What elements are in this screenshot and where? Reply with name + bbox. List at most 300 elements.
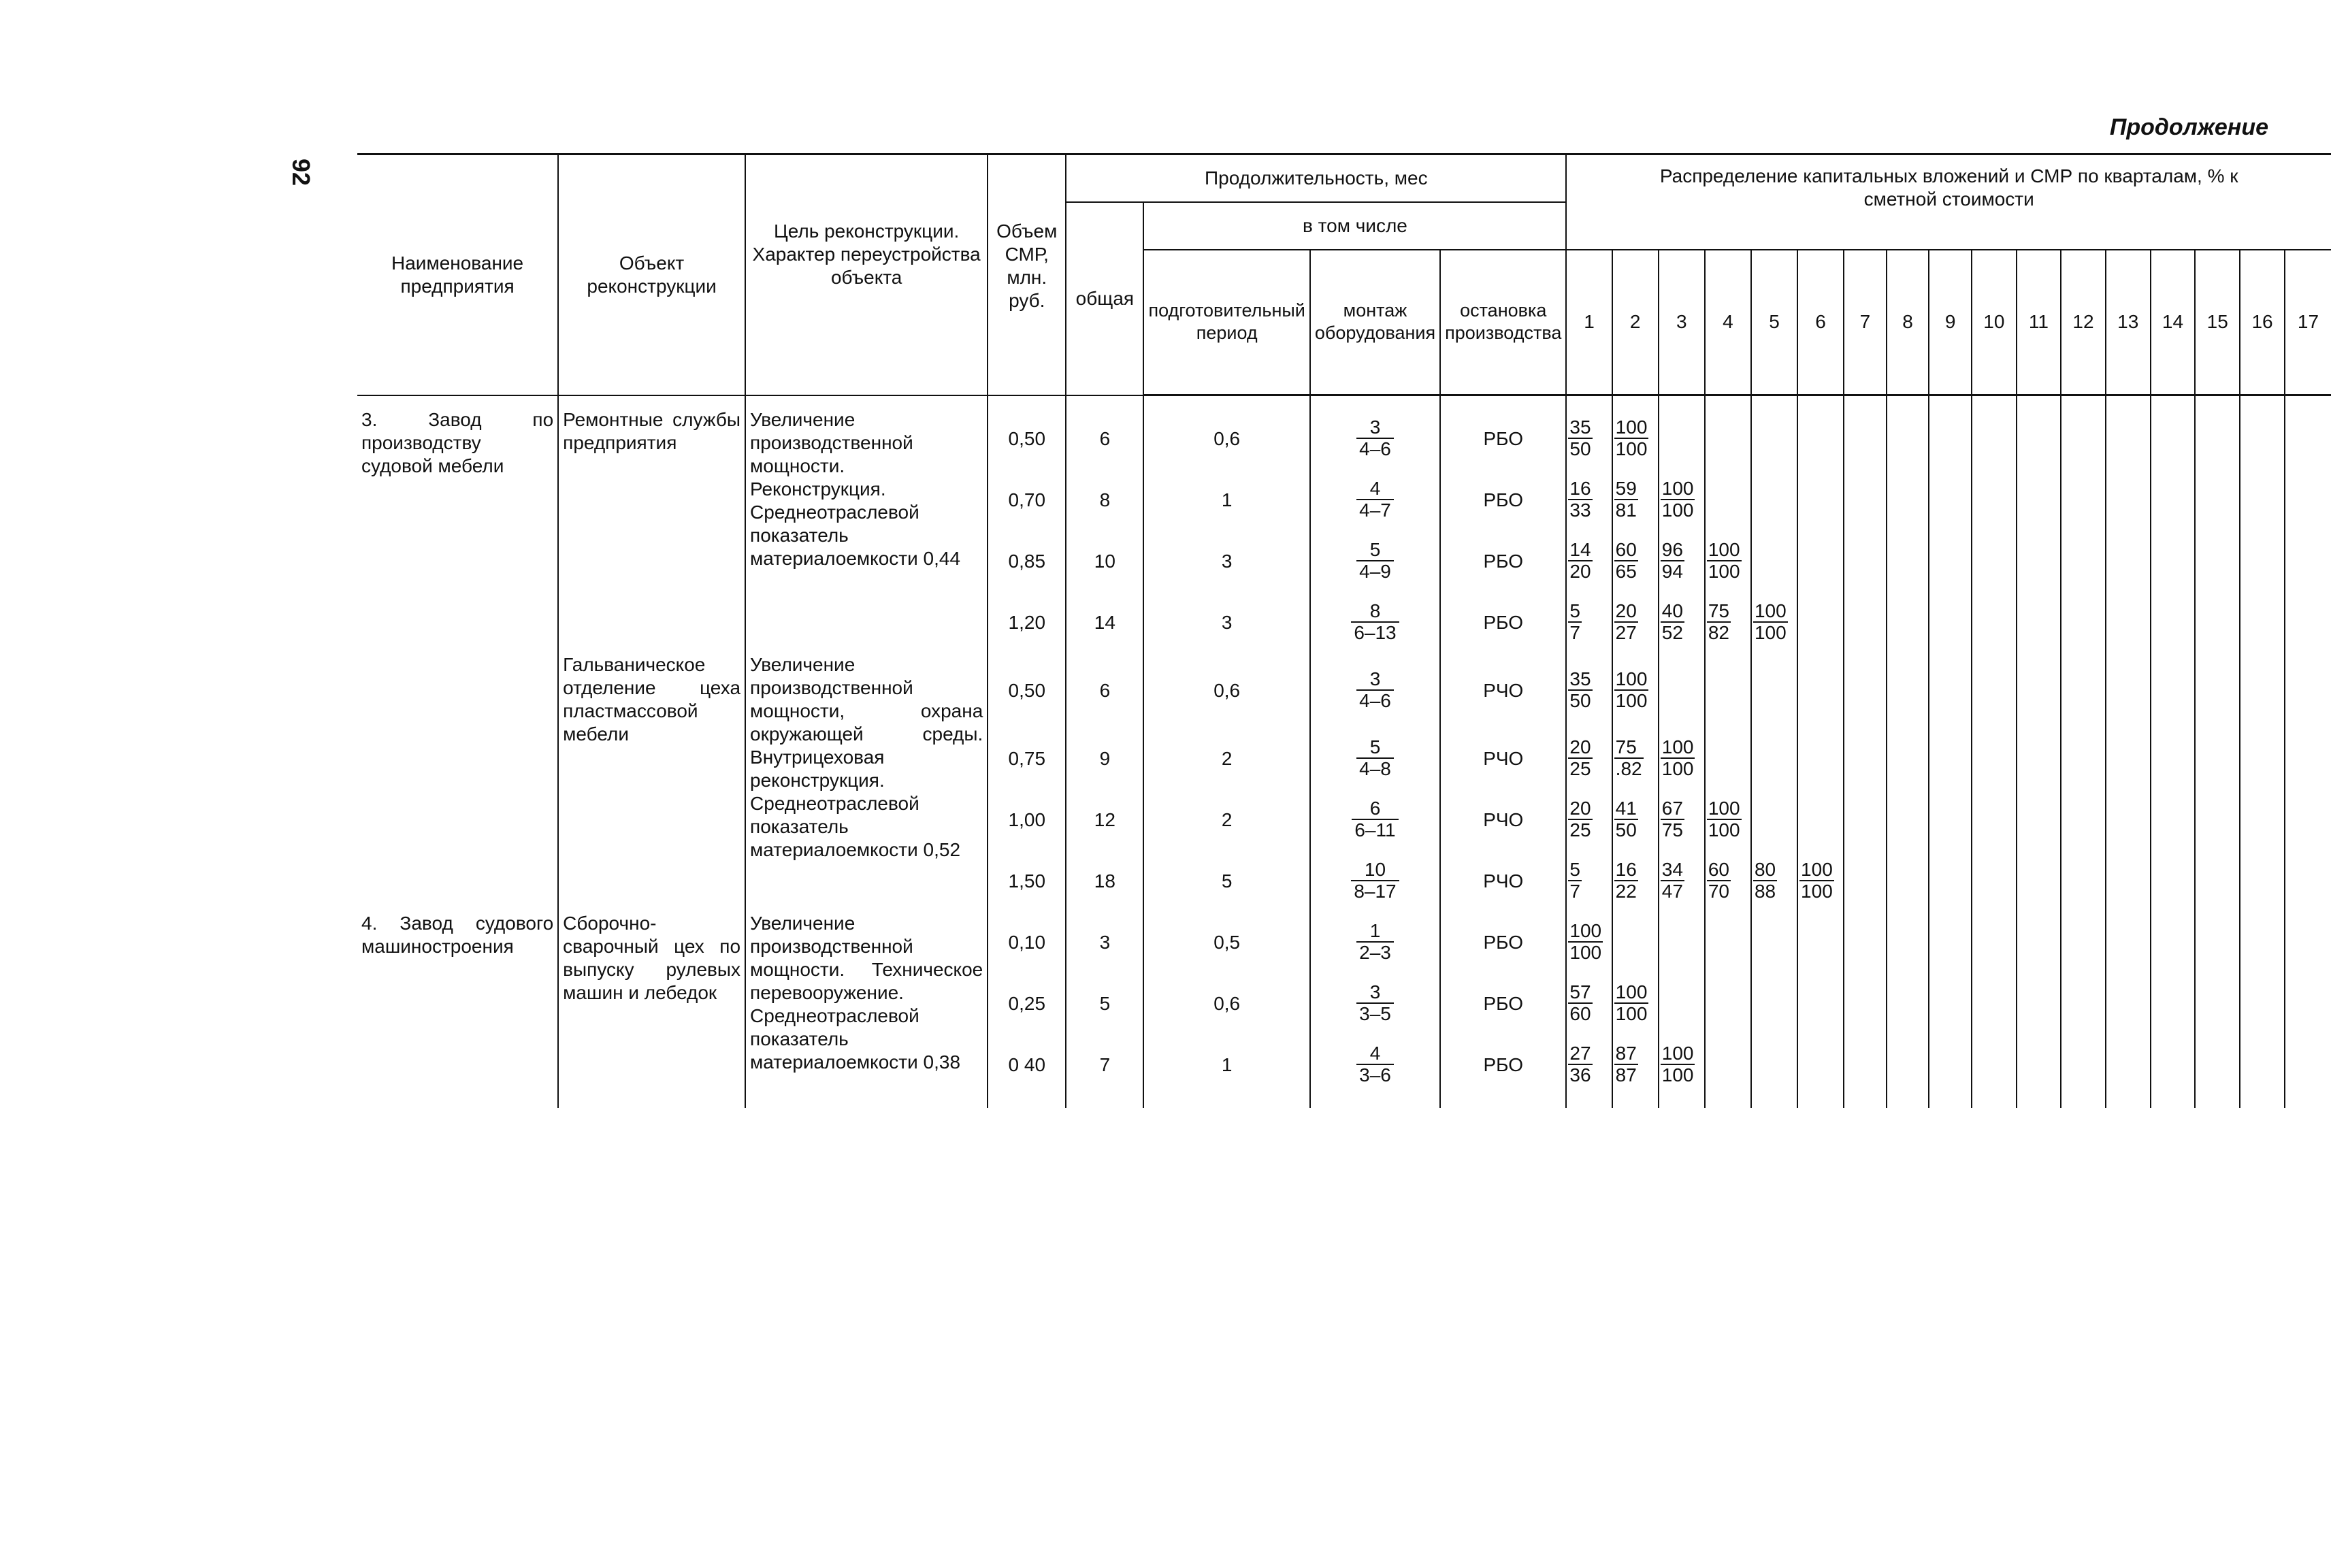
- quarter-10-cell: [1972, 408, 2017, 470]
- quarter-5-cell: [1751, 470, 1797, 531]
- quarter-15-cell: [2195, 851, 2240, 912]
- quarter-10-cell: [1972, 728, 2017, 789]
- duration-total: 14: [1066, 592, 1143, 653]
- table-row: [357, 653, 2331, 728]
- duration-prep: 1: [1143, 1034, 1309, 1096]
- production-stop: РЧО: [1440, 728, 1566, 789]
- quarter-16-cell: [2240, 592, 2285, 653]
- quarter-8-cell: [1887, 1034, 1929, 1096]
- quarter-5-cell: [1751, 973, 1797, 1034]
- mount-fraction: $\frac{3}{4-6}$: [1356, 669, 1394, 711]
- quarter-12-cell: [2061, 728, 2106, 789]
- quarter-15-cell: [2195, 592, 2240, 653]
- quarter-9-cell: [1929, 851, 1972, 912]
- quarter-4-cell: [1705, 592, 1751, 653]
- quarter-15-cell: [2195, 470, 2240, 531]
- volume-smr: 1,20: [988, 592, 1066, 653]
- quarter-fraction: $\frac{14}{20}$: [1569, 539, 1591, 582]
- quarter-15-cell: [2195, 789, 2240, 851]
- quarter-10-cell: [1972, 653, 2017, 728]
- duration-mount: [1310, 973, 1440, 1034]
- quarter-fraction: $\frac{100}{100}$: [1615, 668, 1648, 711]
- quarter-7-cell: [1844, 531, 1887, 592]
- quarter-9-cell: [1929, 973, 1972, 1034]
- enterprise-name: 4. Завод судового машиностроения: [357, 912, 558, 1096]
- volume-smr: 0,25: [988, 973, 1066, 1034]
- header-object: Объект реконструкции: [558, 154, 745, 395]
- quarter-fraction: $\frac{100}{100}$: [1708, 539, 1740, 582]
- header-prep: подготовительный период: [1143, 250, 1309, 395]
- quarter-5-cell: [1751, 912, 1797, 973]
- quarter-fraction: $\frac{75}{82}$: [1708, 600, 1730, 643]
- duration-prep: 3: [1143, 531, 1309, 592]
- quarter-12-cell: [2061, 789, 2106, 851]
- quarter-fraction: $\frac{20}{25}$: [1569, 798, 1591, 840]
- duration-prep: 5: [1143, 851, 1309, 912]
- quarter-1-cell: [1566, 408, 1612, 470]
- volume-smr: 1,00: [988, 789, 1066, 851]
- quarter-fraction: $\frac{5}{7}$: [1569, 600, 1580, 643]
- quarter-14-cell: [2151, 408, 2196, 470]
- mount-fraction: $\frac{10}{8-17}$: [1351, 860, 1399, 902]
- quarter-9-cell: [1929, 789, 1972, 851]
- quarter-15-cell: [2195, 973, 2240, 1034]
- quarter-fraction: $\frac{100}{100}$: [1569, 920, 1602, 963]
- enterprise-name: 3. Завод по производству судовой мебели: [357, 408, 558, 653]
- quarter-11-cell: [2017, 789, 2061, 851]
- production-stop: РБО: [1440, 1034, 1566, 1096]
- quarter-17-cell: [2285, 470, 2331, 531]
- quarter-3-cell: [1659, 728, 1705, 789]
- quarter-2-cell: [1612, 789, 1659, 851]
- quarter-14-cell: [2151, 592, 2196, 653]
- duration-total: 6: [1066, 653, 1143, 728]
- quarter-5-cell: [1751, 851, 1797, 912]
- duration-mount: [1310, 592, 1440, 653]
- reconstruction-table: [357, 153, 2331, 1108]
- quarter-fraction: $\frac{41}{50}$: [1615, 798, 1637, 840]
- quarter-12-cell: [2061, 653, 2106, 728]
- quarter-2-cell: [1612, 973, 1659, 1034]
- quarter-fraction: $\frac{100}{100}$: [1661, 478, 1694, 521]
- volume-smr: 0,85: [988, 531, 1066, 592]
- quarter-2-cell: [1612, 851, 1659, 912]
- quarter-12-cell: [2061, 470, 2106, 531]
- quarter-1-cell: [1566, 728, 1612, 789]
- quarter-fraction: $\frac{27}{36}$: [1569, 1043, 1591, 1085]
- header-including: в том числе: [1143, 202, 1566, 250]
- quarter-2-cell: [1612, 531, 1659, 592]
- quarter-11-cell: [2017, 1034, 2061, 1096]
- quarter-1-cell: [1566, 789, 1612, 851]
- quarter-14-cell: [2151, 912, 2196, 973]
- quarter-17-cell: [2285, 408, 2331, 470]
- quarter-fraction: $\frac{57}{60}$: [1569, 981, 1591, 1024]
- duration-mount: [1310, 531, 1440, 592]
- header-stop: остановка производства: [1440, 250, 1566, 395]
- quarter-fraction: $\frac{75}{.82}$: [1615, 736, 1642, 779]
- quarter-15-cell: [2195, 653, 2240, 728]
- duration-mount: [1310, 912, 1440, 973]
- duration-mount: [1310, 408, 1440, 470]
- duration-prep: 2: [1143, 728, 1309, 789]
- duration-total: 8: [1066, 470, 1143, 531]
- quarter-6-cell: [1797, 728, 1844, 789]
- quarter-9-cell: [1929, 728, 1972, 789]
- header-quarter-3: 3: [1659, 250, 1705, 395]
- quarter-12-cell: [2061, 531, 2106, 592]
- quarter-16-cell: [2240, 470, 2285, 531]
- quarter-1-cell: [1566, 592, 1612, 653]
- header-quarter-14: 14: [2151, 250, 2196, 395]
- header-quarter-17: 17: [2285, 250, 2331, 395]
- quarter-9-cell: [1929, 1034, 1972, 1096]
- quarter-11-cell: [2017, 912, 2061, 973]
- quarter-fraction: $\frac{40}{52}$: [1661, 600, 1683, 643]
- quarter-15-cell: [2195, 531, 2240, 592]
- duration-prep: 0,5: [1143, 912, 1309, 973]
- quarter-4-cell: [1705, 1034, 1751, 1096]
- quarter-3-cell: [1659, 408, 1705, 470]
- duration-total: 12: [1066, 789, 1143, 851]
- quarter-3-cell: [1659, 653, 1705, 728]
- quarter-2-cell: [1612, 912, 1659, 973]
- mount-fraction: $\frac{3}{4-6}$: [1356, 417, 1394, 459]
- quarter-fraction: $\frac{87}{87}$: [1615, 1043, 1637, 1085]
- duration-mount: [1310, 789, 1440, 851]
- quarter-5-cell: [1751, 408, 1797, 470]
- header-quarter-6: 6: [1797, 250, 1844, 395]
- quarter-17-cell: [2285, 531, 2331, 592]
- quarter-12-cell: [2061, 592, 2106, 653]
- header-quarter-8: 8: [1887, 250, 1929, 395]
- production-stop: РБО: [1440, 531, 1566, 592]
- quarter-8-cell: [1887, 728, 1929, 789]
- quarter-16-cell: [2240, 531, 2285, 592]
- quarter-3-cell: [1659, 531, 1705, 592]
- duration-mount: [1310, 728, 1440, 789]
- quarter-17-cell: [2285, 851, 2331, 912]
- page-number: 92: [287, 158, 315, 186]
- quarter-11-cell: [2017, 408, 2061, 470]
- quarter-8-cell: [1887, 912, 1929, 973]
- mount-fraction: $\frac{4}{3-6}$: [1356, 1043, 1394, 1085]
- volume-smr: 0,75: [988, 728, 1066, 789]
- quarter-11-cell: [2017, 973, 2061, 1034]
- quarter-15-cell: [2195, 408, 2240, 470]
- reconstruction-object: Сборочно-сварочный цех по выпуску рулевых машин и лебедок: [558, 912, 745, 1096]
- quarter-14-cell: [2151, 728, 2196, 789]
- quarter-16-cell: [2240, 973, 2285, 1034]
- header-quarter-15: 15: [2195, 250, 2240, 395]
- quarter-7-cell: [1844, 912, 1887, 973]
- quarter-fraction: $\frac{20}{25}$: [1569, 736, 1591, 779]
- quarter-13-cell: [2106, 1034, 2151, 1096]
- quarter-13-cell: [2106, 592, 2151, 653]
- table-row: [357, 912, 2331, 973]
- quarter-fraction: $\frac{16}{33}$: [1569, 478, 1591, 521]
- duration-total: 18: [1066, 851, 1143, 912]
- volume-smr: 0,50: [988, 653, 1066, 728]
- quarter-16-cell: [2240, 851, 2285, 912]
- quarter-7-cell: [1844, 653, 1887, 728]
- reconstruction-purpose: Увеличение производственной мощности. Техническое перевооружение. Среднеотраслевой показатель материалоемкости 0,38: [745, 912, 988, 1096]
- quarter-4-cell: [1705, 851, 1751, 912]
- header-total: общая: [1066, 202, 1143, 395]
- quarter-fraction: $\frac{100}{100}$: [1615, 416, 1648, 459]
- quarter-10-cell: [1972, 789, 2017, 851]
- quarter-16-cell: [2240, 1034, 2285, 1096]
- quarter-15-cell: [2195, 728, 2240, 789]
- quarter-8-cell: [1887, 592, 1929, 653]
- header-quarter-13: 13: [2106, 250, 2151, 395]
- quarter-10-cell: [1972, 851, 2017, 912]
- quarter-6-cell: [1797, 531, 1844, 592]
- quarter-8-cell: [1887, 408, 1929, 470]
- production-stop: РБО: [1440, 592, 1566, 653]
- quarter-7-cell: [1844, 592, 1887, 653]
- header-quarter-1: 1: [1566, 250, 1612, 395]
- production-stop: РБО: [1440, 912, 1566, 973]
- quarter-fraction: $\frac{35}{50}$: [1569, 416, 1591, 459]
- quarter-fraction: $\frac{100}{100}$: [1801, 859, 1833, 902]
- quarter-fraction: $\frac{16}{22}$: [1615, 859, 1637, 902]
- quarter-8-cell: [1887, 653, 1929, 728]
- quarter-fraction: $\frac{67}{75}$: [1661, 798, 1683, 840]
- header-purpose: Цель реконструкции. Характер переустройства объекта: [745, 154, 988, 395]
- quarter-13-cell: [2106, 973, 2151, 1034]
- quarter-4-cell: [1705, 653, 1751, 728]
- mount-fraction: $\frac{8}{6-13}$: [1351, 601, 1399, 643]
- quarter-9-cell: [1929, 470, 1972, 531]
- quarter-16-cell: [2240, 789, 2285, 851]
- quarter-17-cell: [2285, 912, 2331, 973]
- quarter-15-cell: [2195, 1034, 2240, 1096]
- quarter-11-cell: [2017, 470, 2061, 531]
- quarter-4-cell: [1705, 531, 1751, 592]
- quarter-3-cell: [1659, 592, 1705, 653]
- quarter-5-cell: [1751, 789, 1797, 851]
- duration-prep: 0,6: [1143, 408, 1309, 470]
- header-quarter-10: 10: [1972, 250, 2017, 395]
- quarter-13-cell: [2106, 408, 2151, 470]
- quarter-16-cell: [2240, 653, 2285, 728]
- duration-prep: 2: [1143, 789, 1309, 851]
- reconstruction-purpose: Увеличение производственной мощности, охрана окружающей среды. Внутрицеховая реконструкция. Среднеотраслевой показатель материалоемкости 0,52: [745, 653, 988, 912]
- reconstruction-object: Гальваническое отделение цеха пластмассовой мебели: [558, 653, 745, 912]
- quarter-8-cell: [1887, 531, 1929, 592]
- duration-prep: 0,6: [1143, 653, 1309, 728]
- quarter-9-cell: [1929, 408, 1972, 470]
- quarter-13-cell: [2106, 531, 2151, 592]
- quarter-6-cell: [1797, 653, 1844, 728]
- quarter-5-cell: [1751, 531, 1797, 592]
- quarter-2-cell: [1612, 1034, 1659, 1096]
- quarter-fraction: $\frac{100}{100}$: [1661, 1043, 1694, 1085]
- quarter-16-cell: [2240, 912, 2285, 973]
- quarter-8-cell: [1887, 851, 1929, 912]
- header-quarter-7: 7: [1844, 250, 1887, 395]
- quarter-fraction: $\frac{96}{94}$: [1661, 539, 1683, 582]
- quarter-fraction: $\frac{34}{47}$: [1661, 859, 1683, 902]
- quarter-3-cell: [1659, 973, 1705, 1034]
- quarter-6-cell: [1797, 408, 1844, 470]
- duration-mount: [1310, 653, 1440, 728]
- quarter-1-cell: [1566, 653, 1612, 728]
- quarter-3-cell: [1659, 851, 1705, 912]
- quarter-13-cell: [2106, 789, 2151, 851]
- volume-smr: 1,50: [988, 851, 1066, 912]
- quarter-fraction: $\frac{100}{100}$: [1754, 600, 1787, 643]
- quarter-2-cell: [1612, 728, 1659, 789]
- quarter-13-cell: [2106, 851, 2151, 912]
- enterprise-name: [357, 653, 558, 912]
- quarter-6-cell: [1797, 973, 1844, 1034]
- quarter-fraction: $\frac{5}{7}$: [1569, 859, 1580, 902]
- quarter-14-cell: [2151, 653, 2196, 728]
- production-stop: РЧО: [1440, 653, 1566, 728]
- quarter-3-cell: [1659, 912, 1705, 973]
- quarter-10-cell: [1972, 592, 2017, 653]
- quarter-14-cell: [2151, 973, 2196, 1034]
- quarter-14-cell: [2151, 789, 2196, 851]
- mount-fraction: $\frac{1}{2-3}$: [1356, 921, 1394, 963]
- quarter-14-cell: [2151, 470, 2196, 531]
- continuation-label: Продолжение: [2109, 114, 2268, 140]
- header-distribution: Распределение капитальных вложений и СМР по кварталам, % к сметной стоимости: [1566, 154, 2331, 250]
- header-quarter-4: 4: [1705, 250, 1751, 395]
- quarter-3-cell: [1659, 789, 1705, 851]
- mount-fraction: $\frac{4}{4-7}$: [1356, 478, 1394, 521]
- duration-total: 9: [1066, 728, 1143, 789]
- quarter-2-cell: [1612, 592, 1659, 653]
- table-row: [357, 408, 2331, 470]
- quarter-6-cell: [1797, 851, 1844, 912]
- quarter-fraction: $\frac{60}{65}$: [1615, 539, 1637, 582]
- quarter-14-cell: [2151, 851, 2196, 912]
- quarter-11-cell: [2017, 728, 2061, 789]
- quarter-6-cell: [1797, 592, 1844, 653]
- duration-prep: 3: [1143, 592, 1309, 653]
- quarter-13-cell: [2106, 653, 2151, 728]
- quarter-17-cell: [2285, 789, 2331, 851]
- quarter-fraction: $\frac{100}{100}$: [1661, 736, 1694, 779]
- quarter-17-cell: [2285, 973, 2331, 1034]
- volume-smr: 0 40: [988, 1034, 1066, 1096]
- quarter-fraction: $\frac{59}{81}$: [1615, 478, 1637, 521]
- quarter-12-cell: [2061, 973, 2106, 1034]
- quarter-7-cell: [1844, 1034, 1887, 1096]
- quarter-1-cell: [1566, 531, 1612, 592]
- quarter-10-cell: [1972, 912, 2017, 973]
- quarter-9-cell: [1929, 653, 1972, 728]
- mount-fraction: $\frac{6}{6-11}$: [1352, 798, 1398, 840]
- quarter-8-cell: [1887, 973, 1929, 1034]
- quarter-2-cell: [1612, 408, 1659, 470]
- quarter-5-cell: [1751, 1034, 1797, 1096]
- quarter-4-cell: [1705, 408, 1751, 470]
- quarter-17-cell: [2285, 592, 2331, 653]
- quarter-9-cell: [1929, 912, 1972, 973]
- quarter-2-cell: [1612, 470, 1659, 531]
- quarter-4-cell: [1705, 470, 1751, 531]
- quarter-13-cell: [2106, 912, 2151, 973]
- header-volume: Объем СМР, млн. руб.: [988, 154, 1066, 395]
- duration-total: 3: [1066, 912, 1143, 973]
- volume-smr: 0,70: [988, 470, 1066, 531]
- quarter-17-cell: [2285, 653, 2331, 728]
- quarter-4-cell: [1705, 728, 1751, 789]
- quarter-4-cell: [1705, 912, 1751, 973]
- quarter-6-cell: [1797, 912, 1844, 973]
- duration-mount: [1310, 1034, 1440, 1096]
- quarter-4-cell: [1705, 789, 1751, 851]
- quarter-7-cell: [1844, 851, 1887, 912]
- quarter-17-cell: [2285, 728, 2331, 789]
- quarter-2-cell: [1612, 653, 1659, 728]
- quarter-16-cell: [2240, 728, 2285, 789]
- quarter-12-cell: [2061, 912, 2106, 973]
- duration-prep: 0,6: [1143, 973, 1309, 1034]
- duration-total: 5: [1066, 973, 1143, 1034]
- production-stop: РБО: [1440, 470, 1566, 531]
- quarter-fraction: $\frac{80}{88}$: [1754, 859, 1776, 902]
- quarter-8-cell: [1887, 470, 1929, 531]
- production-stop: РБО: [1440, 973, 1566, 1034]
- quarter-13-cell: [2106, 728, 2151, 789]
- quarter-15-cell: [2195, 912, 2240, 973]
- quarter-fraction: $\frac{100}{100}$: [1708, 798, 1740, 840]
- header-quarter-11: 11: [2017, 250, 2061, 395]
- quarter-7-cell: [1844, 728, 1887, 789]
- quarter-fraction: $\frac{20}{27}$: [1615, 600, 1637, 643]
- quarter-5-cell: [1751, 728, 1797, 789]
- quarter-7-cell: [1844, 470, 1887, 531]
- header-quarter-16: 16: [2240, 250, 2285, 395]
- quarter-7-cell: [1844, 789, 1887, 851]
- volume-smr: 0,10: [988, 912, 1066, 973]
- duration-total: 6: [1066, 408, 1143, 470]
- duration-prep: 1: [1143, 470, 1309, 531]
- quarter-1-cell: [1566, 470, 1612, 531]
- quarter-12-cell: [2061, 408, 2106, 470]
- header-quarter-12: 12: [2061, 250, 2106, 395]
- quarter-4-cell: [1705, 973, 1751, 1034]
- quarter-1-cell: [1566, 1034, 1612, 1096]
- duration-mount: [1310, 470, 1440, 531]
- mount-fraction: $\frac{3}{3-5}$: [1356, 982, 1394, 1024]
- duration-total: 7: [1066, 1034, 1143, 1096]
- quarter-3-cell: [1659, 1034, 1705, 1096]
- quarter-10-cell: [1972, 1034, 2017, 1096]
- quarter-1-cell: [1566, 912, 1612, 973]
- header-duration: Продолжительность, мес: [1066, 154, 1566, 202]
- quarter-6-cell: [1797, 470, 1844, 531]
- volume-smr: 0,50: [988, 408, 1066, 470]
- duration-total: 10: [1066, 531, 1143, 592]
- quarter-16-cell: [2240, 408, 2285, 470]
- quarter-7-cell: [1844, 973, 1887, 1034]
- header-quarter-2: 2: [1612, 250, 1659, 395]
- quarter-17-cell: [2285, 1034, 2331, 1096]
- production-stop: РБО: [1440, 408, 1566, 470]
- quarter-1-cell: [1566, 851, 1612, 912]
- quarter-10-cell: [1972, 470, 2017, 531]
- quarter-8-cell: [1887, 789, 1929, 851]
- quarter-3-cell: [1659, 470, 1705, 531]
- quarter-1-cell: [1566, 973, 1612, 1034]
- quarter-5-cell: [1751, 592, 1797, 653]
